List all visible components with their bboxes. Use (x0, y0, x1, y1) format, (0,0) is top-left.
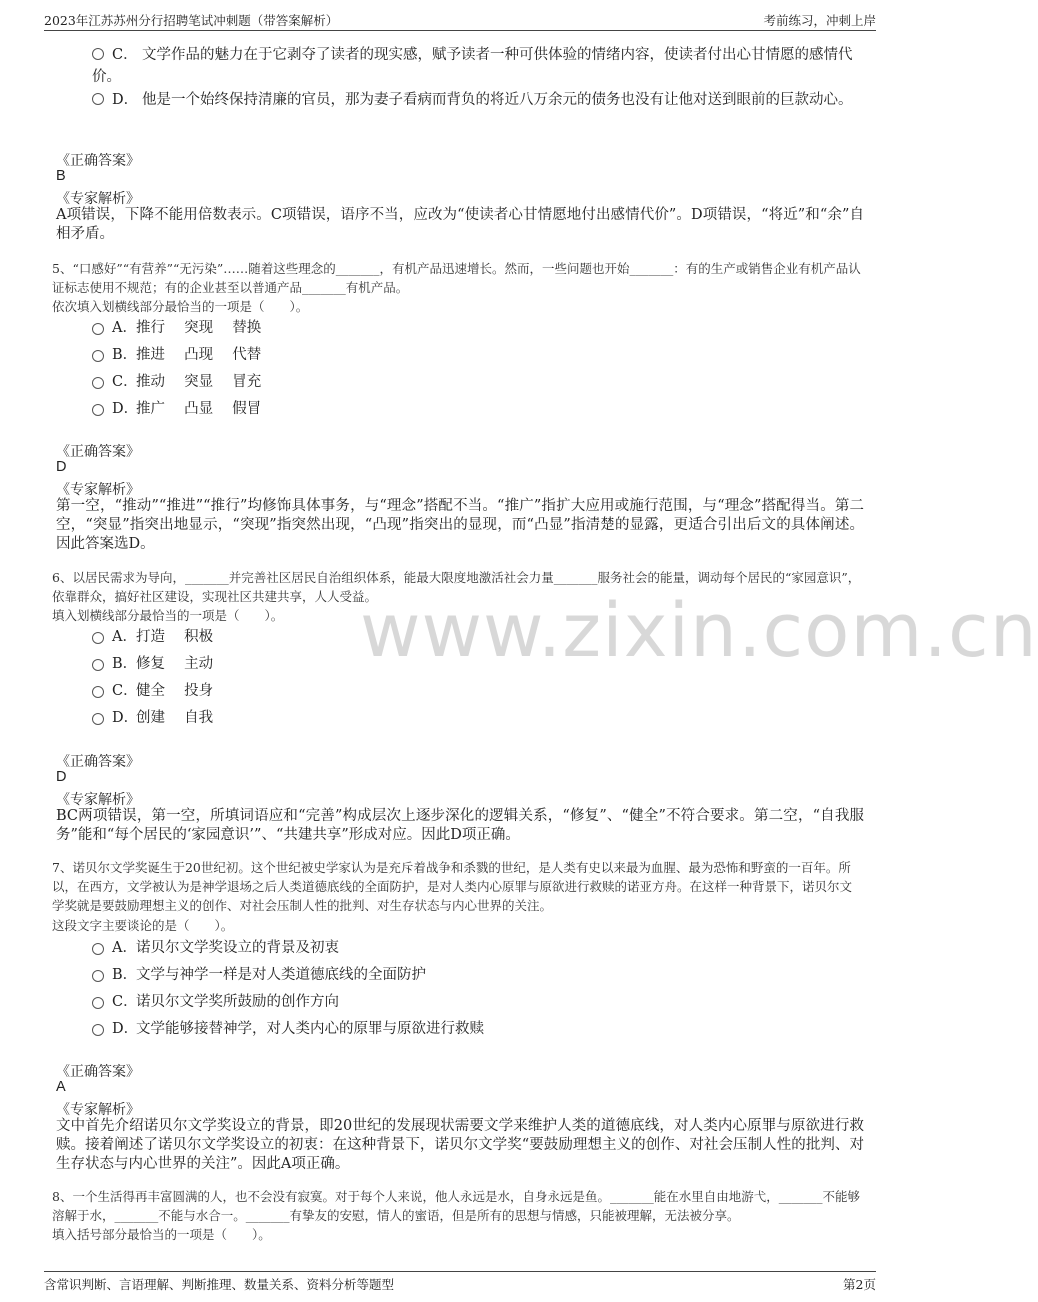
q7-option-a[interactable] (92, 937, 339, 959)
option-letter: C． (112, 683, 138, 699)
option-letter: B． (112, 656, 138, 672)
option-letter: D． (112, 401, 139, 417)
option-text: 创建 自我 (136, 710, 214, 726)
option-text: 文学能够接替神学，对人类内心的原罪与原欲进行救赎 (136, 1021, 484, 1037)
answer-label: 《正确答案》 (56, 1064, 140, 1080)
option-text: 推进 凸现 代替 (136, 347, 262, 363)
radio-icon[interactable] (92, 1024, 104, 1036)
option-text: 文学作品的魅力在于它剥夺了读者的现实感，赋予读者一种可供体验的情绪内容，使读者付出心甘情愿的感情代价。 (92, 47, 853, 85)
option-text: 推广 凸显 假冒 (136, 401, 262, 417)
radio-icon[interactable] (92, 686, 104, 698)
answer-label: 《正确答案》 (56, 153, 140, 169)
answer-value: D (56, 769, 67, 785)
option-text: 修复 主动 (136, 656, 214, 672)
question-ask: 填入划横线部分最恰当的一项是（ ）。 (52, 608, 284, 623)
q6-option-a[interactable] (92, 626, 213, 648)
analysis-label: 《专家解析》 (56, 191, 140, 207)
option-letter: B． (112, 967, 138, 983)
header-slogan: 考前练习，冲刺上岸 (763, 13, 876, 28)
option-text: 文学与神学一样是对人类道德底线的全面防护 (136, 967, 426, 983)
question-stem: 6、以居民需求为导向，_______并完善社区居民自治组织体系，能最大限度地激活社会力量_______服务社会的能量，调动每个居民的“家园意识”，依靠群众，搞好社区建设，实现社区共建共享，人人受益。 (52, 570, 861, 604)
q5-option-a[interactable] (92, 317, 261, 339)
option-letter: D． (112, 92, 139, 108)
answer-value: D (56, 459, 67, 475)
radio-icon[interactable] (92, 659, 104, 671)
analysis-label: 《专家解析》 (56, 482, 140, 498)
question-ask: 依次填入划横线部分最恰当的一项是（ ）。 (52, 299, 309, 314)
option-text: 他是一个始终保持清廉的官员，那为妻子看病而背负的将近八万余元的债务也没有让他对送到眼前的巨款动心。 (142, 92, 853, 108)
option-letter: C． (112, 374, 138, 390)
option-letter: C． (112, 994, 138, 1010)
radio-icon[interactable] (92, 93, 104, 105)
q7-option-d[interactable] (92, 1018, 484, 1040)
option-letter: A． (112, 320, 137, 336)
option-text: 推动 突显 冒充 (136, 374, 262, 390)
analysis-text: 文中首先介绍诺贝尔文学奖设立的背景，即20世纪的发展现状需要文学来维护人类的道德底线，对人类内心原罪与原欲进行救赎。接着阐述了诺贝尔文学奖设立的初衷：在这种背景下，诺贝尔文学奖“要鼓励理想主义的创作、对社会压制人性的批判、对生存状态与内心世界的关注”。因此A项正确。 (56, 1118, 864, 1172)
option-letter: A． (112, 629, 137, 645)
page-number: 第2页 (843, 1277, 876, 1292)
answer-value: A (56, 1079, 66, 1095)
q5-option-d[interactable] (92, 398, 261, 420)
question-stem: 8、一个生活得再丰富圆满的人，也不会没有寂寞。对于每个人来说，他人永远是水，自身永远是鱼。_______能在水里自由地游弋，_______不能够溶解于水，_______不能与水合一。_______有挚友的安慰，情人的蜜语，但是所有的思想与情感，只能被理解，无法被分享。 (52, 1189, 860, 1223)
q5-option-b[interactable] (92, 344, 261, 366)
radio-icon[interactable] (92, 632, 104, 644)
analysis-label: 《专家解析》 (56, 1102, 140, 1118)
option-text: 诺贝尔文学奖所鼓励的创作方向 (136, 994, 339, 1010)
radio-icon[interactable] (92, 713, 104, 725)
radio-icon[interactable] (92, 943, 104, 955)
analysis-text: A项错误，下降不能用倍数表示。C项错误，语序不当，应改为“使读者心甘情愿地付出感情代价”。D项错误，“将近”和“余”自相矛盾。 (56, 207, 864, 242)
option-text: 推行 突现 替换 (136, 320, 262, 336)
document-title: 2023年江苏苏州分行招聘笔试冲刺题（带答案解析） (44, 13, 339, 28)
analysis-label: 《专家解析》 (56, 792, 140, 808)
q4-option-c[interactable] (92, 44, 862, 88)
radio-icon[interactable] (92, 323, 104, 335)
q5-option-c[interactable] (92, 371, 261, 393)
radio-icon[interactable] (92, 970, 104, 982)
answer-value: B (56, 168, 66, 184)
q6-option-b[interactable] (92, 653, 213, 675)
q4-option-d[interactable] (92, 89, 862, 111)
answer-label: 《正确答案》 (56, 444, 140, 460)
question-ask: 这段文字主要谈论的是（ ）。 (52, 918, 234, 933)
radio-icon[interactable] (92, 404, 104, 416)
option-letter: D． (112, 1021, 139, 1037)
analysis-text: BC两项错误，第一空，所填词语应和“完善”构成层次上逐步深化的逻辑关系，“修复”、“健全”不符合要求。第二空，“自我服务”能和“每个居民的‘家园意识’”、“共建共享”形成对应。因此D项正确。 (56, 808, 864, 843)
option-letter: B． (112, 347, 138, 363)
footer-note: 含常识判断、言语理解、判断推理、数量关系、资料分析等题型 (44, 1277, 395, 1292)
answer-label: 《正确答案》 (56, 754, 140, 770)
question-stem: 7、诺贝尔文学奖诞生于20世纪初。这个世纪被史学家认为是充斥着战争和杀戮的世纪，是人类有史以来最为血腥、最为恐怖和野蛮的一百年。所以，在西方，文学被认为是神学退场之后人类道德底线的全面防护，是对人类内心原罪与原欲进行救赎的诺亚方舟。在这样一种背景下，诺贝尔文学奖就是要鼓励理想主义的创作、对社会压制人性的批判、对生存状态与内心世界的关注。 (52, 860, 853, 913)
option-text: 打造 积极 (136, 629, 214, 645)
page-footer (44, 1271, 876, 1293)
option-text: 诺贝尔文学奖设立的背景及初衷 (136, 940, 339, 956)
q6-option-c[interactable] (92, 680, 213, 702)
analysis-text: 第一空，“推动”“推进”“推行”均修饰具体事务，与“理念”搭配不当。“推广”指扩大应用或施行范围，与“理念”搭配得当。第二空，“突显”指突出地显示，“突现”指突然出现，“凸现”指突出的显现，而“凸显”指清楚的显露，更适合引出后文的具体阐述。因此答案选D。 (56, 498, 864, 552)
question-stem: 5、“口感好”“有营养”“无污染”……随着这些理念的_______，有机产品迅速增长。然而，一些问题也开始_______：有的生产或销售企业有机产品认证标志使用不规范；有的企业甚至以普通产品_______有机产品。 (52, 261, 861, 295)
q7-option-c[interactable] (92, 991, 339, 1013)
option-letter: A． (112, 940, 137, 956)
q6-option-d[interactable] (92, 707, 213, 729)
q7-option-b[interactable] (92, 964, 426, 986)
page-header (44, 8, 876, 31)
question-ask: 填入括号部分最恰当的一项是（ ）。 (52, 1227, 271, 1242)
option-letter: D． (112, 710, 139, 726)
radio-icon[interactable] (92, 997, 104, 1009)
watermark: www.zixin.com.cn (360, 588, 1038, 674)
radio-icon[interactable] (92, 377, 104, 389)
radio-icon[interactable] (92, 350, 104, 362)
radio-icon[interactable] (92, 48, 104, 60)
option-letter: C． (112, 47, 138, 63)
option-text: 健全 投身 (136, 683, 214, 699)
